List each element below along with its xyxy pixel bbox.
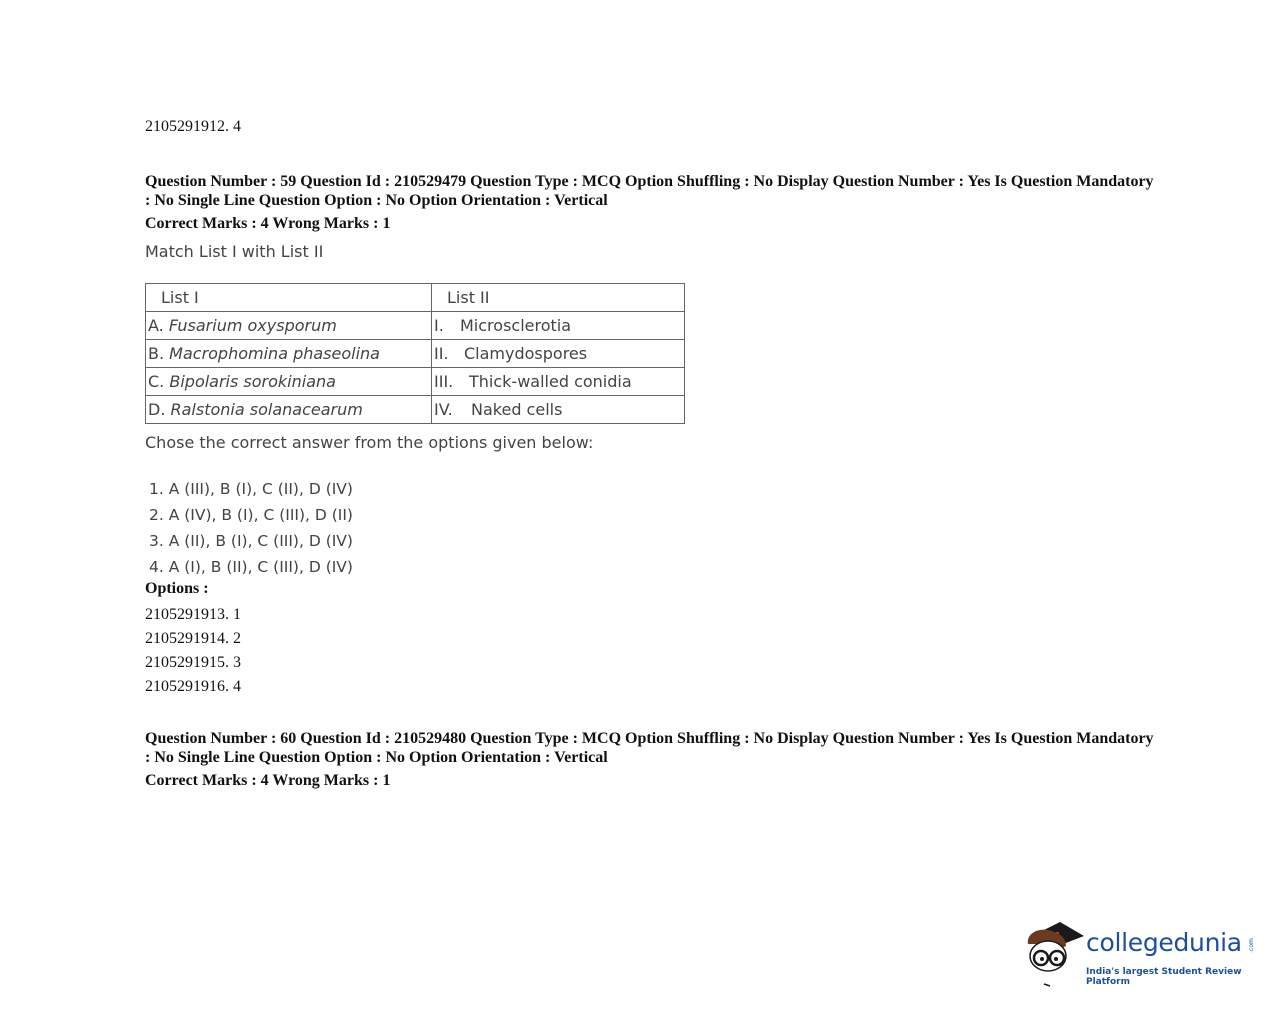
previous-option: 2105291912. 4 bbox=[145, 118, 241, 135]
list2-header: List II bbox=[432, 284, 685, 312]
option-id: 2105291915. 3 bbox=[145, 654, 241, 671]
row-numeral: IV. bbox=[434, 400, 453, 419]
list1-cell bbox=[146, 368, 432, 396]
q60-header: Question Number : 60 Question Id : 210529480 Question Type : MCQ Option Shuffling : No Display Question Number : Yes Is Question Mandatory : No Single Line Question Option : No Option Orientation : Vertical bbox=[145, 730, 1154, 766]
list1-cell bbox=[146, 312, 432, 340]
answer-choice: 4. A (I), B (II), C (III), D (IV) bbox=[149, 558, 353, 576]
table-row bbox=[146, 396, 685, 424]
list2-item: Thick-walled conidia bbox=[469, 372, 632, 391]
collegedunia-logo bbox=[1022, 918, 1255, 990]
row-numeral: II. bbox=[434, 344, 449, 363]
row-numeral: III. bbox=[434, 372, 454, 391]
list1-header: List I bbox=[146, 284, 432, 312]
option-id: 2105291914. 2 bbox=[145, 630, 241, 647]
table-row bbox=[146, 368, 685, 396]
mascot-icon bbox=[1022, 918, 1086, 990]
organism-name: Bipolaris sorokiniana bbox=[169, 372, 336, 391]
options-label: Options : bbox=[145, 580, 209, 597]
option-id: 2105291913. 1 bbox=[145, 606, 241, 623]
table-row bbox=[146, 340, 685, 368]
row-letter: B. bbox=[148, 344, 165, 363]
logo-suffix: .com bbox=[1247, 938, 1255, 953]
table-row bbox=[146, 312, 685, 340]
list2-cell bbox=[432, 396, 685, 424]
logo-wordmark: collegedunia bbox=[1086, 928, 1242, 957]
match-table bbox=[145, 283, 685, 424]
row-letter: A. bbox=[148, 316, 164, 335]
organism-name: Ralstonia solanacearum bbox=[170, 400, 363, 419]
list2-item: Naked cells bbox=[471, 400, 563, 419]
list2-item: Clamydospores bbox=[464, 344, 588, 363]
q59-instruction: Chose the correct answer from the options given below: bbox=[145, 433, 594, 452]
organism-name: Macrophomina phaseolina bbox=[169, 344, 380, 363]
answer-choice: 2. A (IV), B (I), C (III), D (II) bbox=[149, 506, 353, 524]
answer-choice: 3. A (II), B (I), C (III), D (IV) bbox=[149, 532, 353, 550]
answer-choice: 1. A (III), B (I), C (II), D (IV) bbox=[149, 480, 353, 498]
answer-choices bbox=[149, 476, 353, 580]
q59-prompt: Match List I with List II bbox=[145, 242, 324, 261]
q59-marks: Correct Marks : 4 Wrong Marks : 1 bbox=[145, 215, 391, 232]
list1-cell bbox=[146, 396, 432, 424]
list2-cell bbox=[432, 312, 685, 340]
q59-header: Question Number : 59 Question Id : 210529479 Question Type : MCQ Option Shuffling : No Display Question Number : Yes Is Question Mandatory : No Single Line Question Option : No Option Orientation : Vertical bbox=[145, 173, 1154, 209]
organism-name: Fusarium oxysporum bbox=[168, 316, 337, 335]
option-id: 2105291916. 4 bbox=[145, 678, 241, 695]
table-header-row bbox=[146, 284, 685, 312]
list2-item: Microsclerotia bbox=[460, 316, 572, 335]
row-letter: C. bbox=[148, 372, 165, 391]
list2-cell bbox=[432, 340, 685, 368]
row-numeral: I. bbox=[434, 316, 444, 335]
options-list bbox=[145, 603, 241, 699]
q60-marks: Correct Marks : 4 Wrong Marks : 1 bbox=[145, 772, 391, 789]
list1-cell bbox=[146, 340, 432, 368]
list2-cell bbox=[432, 368, 685, 396]
logo-tagline: India's largest Student Review Platform bbox=[1086, 967, 1242, 987]
row-letter: D. bbox=[148, 400, 166, 419]
